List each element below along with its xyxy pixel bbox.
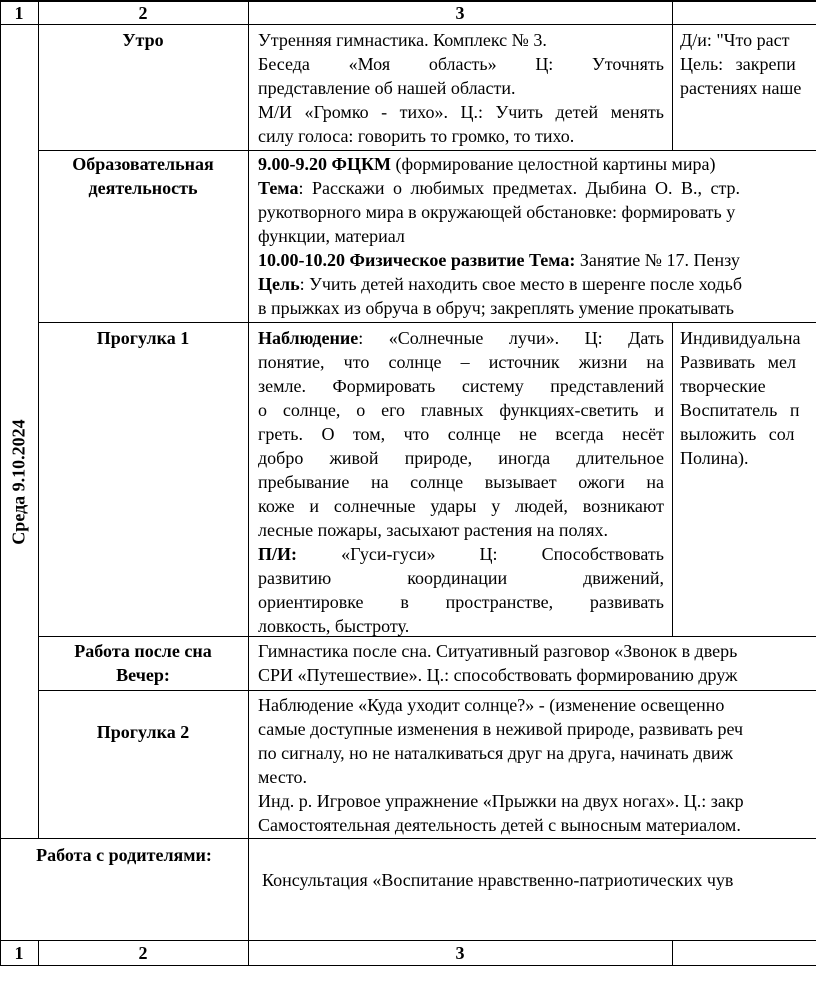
text-line: по сигналу, но не наталкиваться друг на друга, начинать движ <box>258 743 733 763</box>
parents-content <box>262 868 816 898</box>
edu-text: : Учить детей находить свое место в шеренге после ходьб <box>299 274 743 294</box>
text-line <box>258 542 664 566</box>
edu-text: (формирование целостной картины мира) <box>391 154 716 174</box>
header-col-2: 2 <box>138 3 148 23</box>
text-line: Д/и: "Что раст <box>680 30 790 50</box>
text-line: коже и солнечные удары у людей, возникают <box>258 496 664 516</box>
text-line: растениях наше <box>680 78 802 98</box>
row-label-parents: Работа с родителями: <box>36 845 212 865</box>
text-line: силу голоса: говорить то громко, то тихо. <box>258 126 575 146</box>
row-divider <box>38 150 816 151</box>
footer-col-1: 1 <box>14 943 24 963</box>
text-line: Развивать мел <box>680 352 796 372</box>
edu-time-1: 9.00-9.20 ФЦКМ <box>258 154 391 174</box>
text-line: понятие, что солнце – источник жизни на <box>258 352 664 372</box>
text-line: функции, материал <box>258 226 405 246</box>
edu-topic-label: Тема <box>258 178 299 198</box>
day-label: Среда 9.10.2024 <box>8 419 29 545</box>
text-line: Консультация «Воспитание нравственно-патриотических чув <box>262 870 734 890</box>
text-line: Наблюдение «Куда уходит солнце?» - (изменение освещенно <box>258 695 725 715</box>
text-line: Беседа «Моя область» Ц: Уточнять <box>258 54 664 74</box>
text-line: Самостоятельная деятельность детей с выносным материалом. <box>258 815 741 835</box>
walk1-col4 <box>680 326 816 636</box>
row-label-walk2: Прогулка 2 <box>96 722 190 742</box>
text-line: греть. О том, что солнце не всегда несёт <box>258 424 664 444</box>
text-line <box>258 152 716 176</box>
edu-text: Занятие № 17. Пензу <box>575 250 740 270</box>
edu-text: : Расскажи о любимых предметах. Дыбина О. В., стр. <box>298 178 741 198</box>
text-line: выложить сол <box>680 424 795 444</box>
text-line: лесные пожары, засыхают растения на полях. <box>258 520 608 540</box>
edu-content <box>258 152 816 322</box>
row-label-edu-1: Образовательная <box>72 154 214 174</box>
text-line <box>258 326 664 350</box>
walk1-content <box>258 326 664 636</box>
row-label-evening: Вечер: <box>116 665 170 685</box>
row-divider <box>38 636 816 637</box>
text-line: пребывание на солнце вызывает ожоги на <box>258 472 664 492</box>
edu-goal-label: Цель <box>258 274 300 294</box>
header-col-1: 1 <box>14 3 24 23</box>
text-line <box>258 272 742 296</box>
after-sleep-content <box>258 639 816 690</box>
game-label: П/И: <box>258 544 297 564</box>
row-label-walk1: Прогулка 1 <box>96 328 190 348</box>
walk2-content <box>258 693 816 838</box>
col-divider <box>672 322 673 636</box>
table-bottom-border <box>0 965 816 966</box>
row-divider <box>38 690 816 691</box>
row-divider <box>0 838 816 839</box>
row-divider <box>38 322 816 323</box>
game-text: «Гуси-гуси» Ц: Способствовать <box>297 544 664 564</box>
text-line <box>258 248 740 272</box>
text-line: Цель: закрепи <box>680 54 796 74</box>
text-line: земле. Формировать систему представлений <box>258 376 664 396</box>
col-divider <box>38 0 39 838</box>
row-label-edu-2: деятельность <box>88 178 198 198</box>
text-line: Воспитатель п <box>680 400 800 420</box>
text-line: представление об нашей области. <box>258 78 516 98</box>
text-line: в прыжках из обруча в обруч; закреплять умение прокатывать <box>258 298 734 318</box>
text-line: о солнце, о его главных функциях-светить и <box>258 400 664 420</box>
row-label-morning: Утро <box>122 30 164 50</box>
text-line: Полина). <box>680 448 749 468</box>
col-divider <box>672 0 673 150</box>
edu-time-2: 10.00-10.20 Физическое развитие Тема: <box>258 250 576 270</box>
text-line: ловкость, быстроту. <box>258 616 410 636</box>
text-line: самые доступные изменения в неживой природе, развивать реч <box>258 719 744 739</box>
morning-activities <box>258 28 664 150</box>
footer-col-3: 3 <box>455 943 465 963</box>
row-label-after-sleep: Работа после сна <box>74 641 212 661</box>
text-line: место. <box>258 767 307 787</box>
text-line: СРИ «Путешествие». Ц.: способствовать формированию друж <box>258 665 738 685</box>
header-col-3: 3 <box>455 3 465 23</box>
observation-label: Наблюдение <box>258 328 359 348</box>
text-line: Индивидуальна <box>680 328 801 348</box>
footer-col-2: 2 <box>138 943 148 963</box>
text-line <box>258 176 740 200</box>
text-line: рукотворного мира в окружающей обстановке: формировать у <box>258 202 736 222</box>
text-line: Утренняя гимнастика. Комплекс № 3. <box>258 30 547 50</box>
text-line: ориентировке в пространстве, развивать <box>258 592 664 612</box>
morning-col4 <box>680 28 816 150</box>
col-divider <box>672 940 673 966</box>
text-line: Гимнастика после сна. Ситуативный разговор «Звонок в дверь <box>258 641 738 661</box>
text-line: добро живой природе, иногда длительное <box>258 448 664 468</box>
observation-text: : «Солнечные лучи». Ц: Дать <box>358 328 664 348</box>
text-line: развитию координации движений, <box>258 568 664 588</box>
day-label-cell <box>0 24 38 940</box>
col-divider <box>248 0 249 966</box>
text-line: М/И «Громко - тихо». Ц.: Учить детей менять <box>258 102 664 122</box>
text-line: творческие <box>680 376 766 396</box>
text-line: Инд. р. Игровое упражнение «Прыжки на двух ногах». Ц.: закр <box>258 791 744 811</box>
